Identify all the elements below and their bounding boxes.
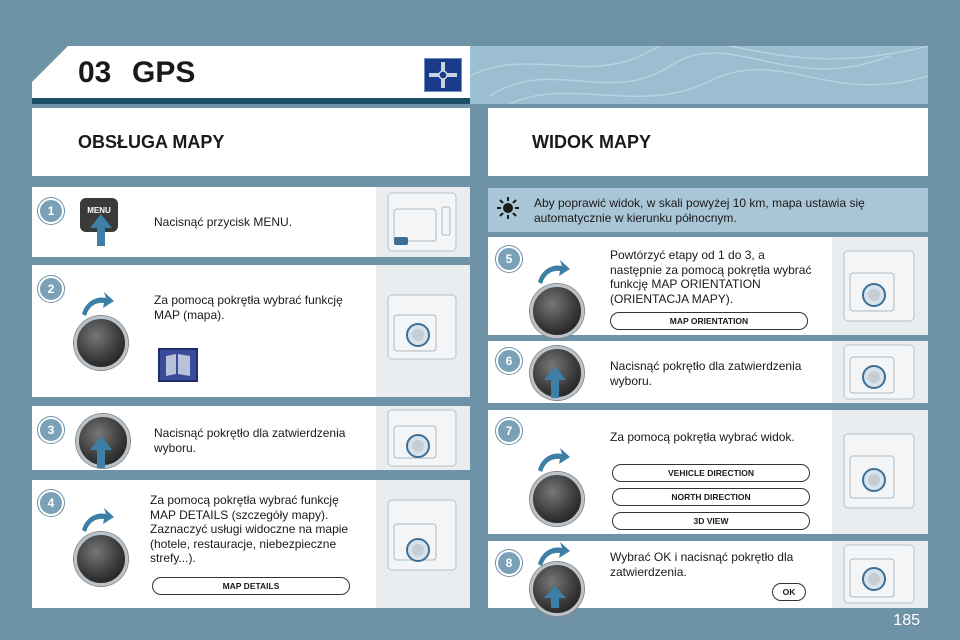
- press-arrow-icon: [542, 364, 568, 400]
- vehicle-direction-option: VEHICLE DIRECTION: [612, 464, 810, 482]
- console-illustration: [376, 187, 470, 257]
- 3d-view-option: 3D VIEW: [612, 512, 810, 530]
- header-map-texture: [470, 46, 928, 104]
- gps-crosshair-icon: [424, 58, 462, 92]
- page-title: GPS: [132, 56, 196, 89]
- step-badge: 4: [38, 490, 64, 516]
- step-text: Nacisnąć pokrętło dla zatwierdzenia wyboru.: [610, 359, 802, 388]
- map-details-option: MAP DETAILS: [152, 577, 350, 595]
- console-illustration: [832, 541, 928, 608]
- header-underline: [32, 98, 470, 104]
- step-text: Powtórzyć etapy od 1 do 3, a następnie za pomocą pokrętła wybrać funkcję MAP ORIENTATION (ORIENTACJA MAPY).: [610, 248, 812, 306]
- rotary-knob-icon: [74, 316, 128, 370]
- map-book-icon: [158, 348, 198, 382]
- info-text: Aby poprawić widok, w skali powyżej 10 km, mapa ustawia się automatycznie w kierunku północnym.: [534, 196, 865, 225]
- press-arrow-icon: [88, 212, 114, 248]
- console-illustration: [376, 265, 470, 397]
- press-arrow-icon: [542, 584, 568, 608]
- console-illustration: [832, 237, 928, 335]
- menu-button-icon: MENU: [80, 198, 118, 232]
- section-title-map-view: WIDOK MAPY: [532, 132, 651, 152]
- rotate-arrow-icon: [80, 506, 116, 534]
- chapter-number: 03: [78, 56, 112, 89]
- step-badge: 3: [38, 417, 64, 443]
- console-illustration: [832, 410, 928, 534]
- step-badge: 1: [38, 198, 64, 224]
- ok-option: OK: [772, 583, 806, 601]
- step-badge: 6: [496, 348, 522, 374]
- page-number: 185: [893, 612, 920, 629]
- rotate-arrow-icon: [536, 258, 572, 286]
- topo-texture: [470, 46, 928, 104]
- console-illustration: [376, 480, 470, 608]
- rotate-arrow-icon: [80, 290, 116, 318]
- step-text: Nacisnąć przycisk MENU.: [154, 215, 293, 229]
- map-orientation-option: MAP ORIENTATION: [610, 312, 808, 330]
- rotary-knob-icon: [530, 472, 584, 526]
- north-direction-option: NORTH DIRECTION: [612, 488, 810, 506]
- press-arrow-icon: [88, 434, 114, 470]
- section-title-map-handling: OBSŁUGA MAPY: [78, 132, 225, 152]
- rotate-arrow-icon: [536, 446, 572, 474]
- step-badge: 5: [496, 246, 522, 272]
- rotary-knob-icon: [74, 532, 128, 586]
- step-text: Za pomocą pokrętła wybrać widok.: [610, 430, 795, 444]
- step-badge: 2: [38, 276, 64, 302]
- rotary-knob-icon: [530, 284, 584, 338]
- step-text: Za pomocą pokrętła wybrać funkcję MAP (mapa).: [154, 293, 343, 322]
- console-illustration: [376, 406, 470, 470]
- step-badge: 7: [496, 418, 522, 444]
- step-text: Za pomocą pokrętła wybrać funkcję MAP DETAILS (szczegóły mapy). Zaznaczyć usługi widoczne na mapie (hotele, restauracje, niebezpieczne strefy...).: [150, 493, 349, 565]
- sun-tip-icon: [496, 196, 520, 220]
- step-badge: 8: [496, 550, 522, 576]
- console-illustration: [832, 341, 928, 403]
- step-text: Nacisnąć pokrętło dla zatwierdzenia wyboru.: [154, 426, 346, 455]
- step-text: Wybrać OK i nacisnąć pokrętło dla zatwierdzenia.: [610, 550, 794, 579]
